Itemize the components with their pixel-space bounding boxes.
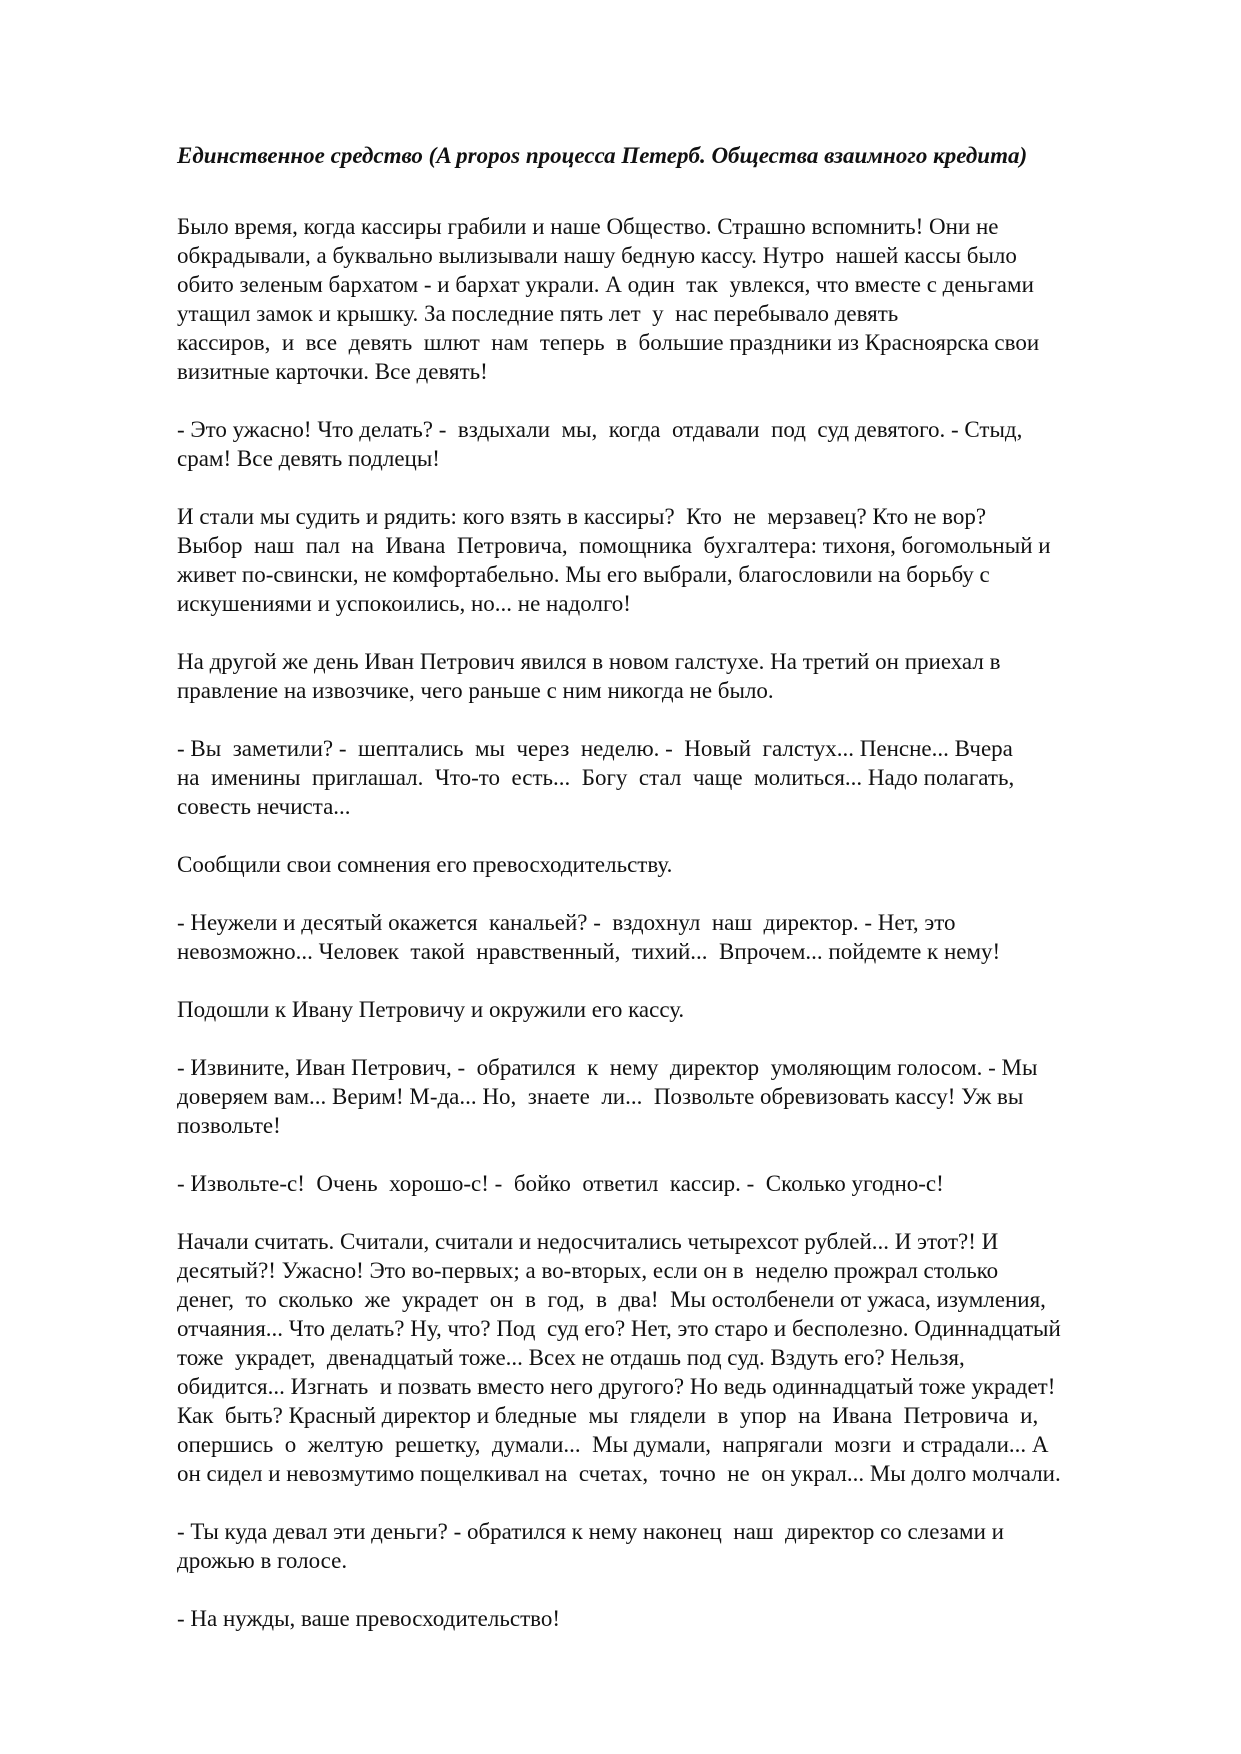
text-line: срам! Все девять подлецы! — [177, 446, 440, 471]
text-line: живет по-свински, не комфортабельно. Мы его выбрали, благословили на борьбу с — [177, 562, 990, 587]
text-line: Как быть? Красный директор и бледные мы глядели в упор на Ивана Петровича и, — [177, 1403, 1039, 1428]
text-line: - Вы заметили? - шептались мы через неделю. - Новый галстух... Пенсне... Вчера — [177, 736, 1013, 761]
text-line: правление на извозчике, чего раньше с ним никогда не было. — [177, 678, 774, 703]
text-line: - Неужели и десятый окажется канальей? - вздохнул наш директор. - Нет, это — [177, 910, 956, 935]
paragraph — [177, 502, 1157, 618]
text-line: позвольте! — [177, 1113, 281, 1138]
text-line: десятый?! Ужасно! Это во-первых; а во-вторых, если он в неделю прожрал столько — [177, 1258, 999, 1283]
text-line: утащил замок и крышку. За последние пять лет у нас перебывало девять — [177, 301, 899, 326]
text-line: искушениями и успокоились, но... не надолго! — [177, 591, 631, 616]
text-line: кассиров, и все девять шлют нам теперь в большие праздники из Красноярска свои — [177, 330, 1040, 355]
paragraph — [177, 1169, 1157, 1198]
text-line: дрожью в голосе. — [177, 1548, 348, 1573]
text-line: он сидел и невозмутимо пощелкивал на счетах, точно не он украл... Мы долго молчали. — [177, 1461, 1061, 1486]
text-line: Было время, когда кассиры грабили и наше Общество. Страшно вспомнить! Они не — [177, 214, 999, 239]
paragraph — [177, 1604, 1157, 1633]
text-line: тоже украдет, двенадцатый тоже... Всех не отдашь под суд. Вздуть его? Нельзя, — [177, 1345, 965, 1370]
text-line: обидится... Изгнать и позвать вместо него другого? Но ведь одиннадцатый тоже украдет! — [177, 1374, 1056, 1399]
document-content — [177, 141, 1157, 1662]
text-line: отчаяния... Что делать? Ну, что? Под суд его? Нет, это старо и бесполезно. Одиннадцатый — [177, 1316, 1061, 1341]
paragraph — [177, 850, 1157, 879]
paragraph — [177, 1517, 1157, 1575]
text-line: На другой же день Иван Петрович явился в новом галстухе. На третий он приехал в — [177, 649, 1001, 674]
text-line: Подошли к Ивану Петровичу и окружили его кассу. — [177, 997, 685, 1022]
text-line: - Извольте-с! Очень хорошо-с! - бойко ответил кассир. - Сколько угодно-с! — [177, 1171, 944, 1196]
text-line: - Ты куда девал эти деньги? - обратился к нему наконец наш директор со слезами и — [177, 1519, 1004, 1544]
text-line: денег, то сколько же украдет он в год, в два! Мы остолбенели от ужаса, изумления, — [177, 1287, 1046, 1312]
paragraph — [177, 734, 1157, 821]
paragraph — [177, 1227, 1157, 1488]
paragraph — [177, 415, 1157, 473]
text-line: - На нужды, ваше превосходительство! — [177, 1606, 560, 1631]
text-line: визитные карточки. Все девять! — [177, 359, 488, 384]
paragraph — [177, 212, 1157, 386]
text-line: на именины приглашал. Что-то есть... Богу стал чаще молиться... Надо полагать, — [177, 765, 1015, 790]
document-title: Единственное средство (A propos процесса Петерб. Общества взаимного кредита) — [177, 143, 1028, 168]
paragraph — [177, 995, 1157, 1024]
text-line: обито зеленым бархатом - и бархат украли. А один так увлекся, что вместе с деньгами — [177, 272, 1034, 297]
text-line: обкрадывали, а буквально вылизывали нашу бедную кассу. Нутро нашей кассы было — [177, 243, 1017, 268]
text-line: доверяем вам... Верим! М-да... Но, знаете ли... Позвольте обревизовать кассу! Уж вы — [177, 1084, 1024, 1109]
text-line: Начали считать. Считали, считали и недосчитались четырехсот рублей... И этот?! И — [177, 1229, 999, 1254]
text-line: - Извините, Иван Петрович, - обратился к нему директор умоляющим голосом. - Мы — [177, 1055, 1038, 1080]
paragraph — [177, 1053, 1157, 1140]
paragraph-list — [177, 212, 1157, 1633]
text-line: опершись о желтую решетку, думали... Мы думали, напрягали мозги и страдали... А — [177, 1432, 1049, 1457]
text-line: совесть нечиста... — [177, 794, 351, 819]
paragraph — [177, 647, 1157, 705]
text-line: невозможно... Человек такой нравственный, тихий... Впрочем... пойдемте к нему! — [177, 939, 1001, 964]
text-line: Выбор наш пал на Ивана Петровича, помощника бухгалтера: тихоня, богомольный и — [177, 533, 1051, 558]
text-line: Сообщили свои сомнения его превосходительству. — [177, 852, 673, 877]
paragraph — [177, 908, 1157, 966]
text-line: - Это ужасно! Что делать? - вздыхали мы, когда отдавали под суд девятого. - Стыд, — [177, 417, 1023, 442]
text-line: И стали мы судить и рядить: кого взять в кассиры? Кто не мерзавец? Кто не вор? — [177, 504, 987, 529]
